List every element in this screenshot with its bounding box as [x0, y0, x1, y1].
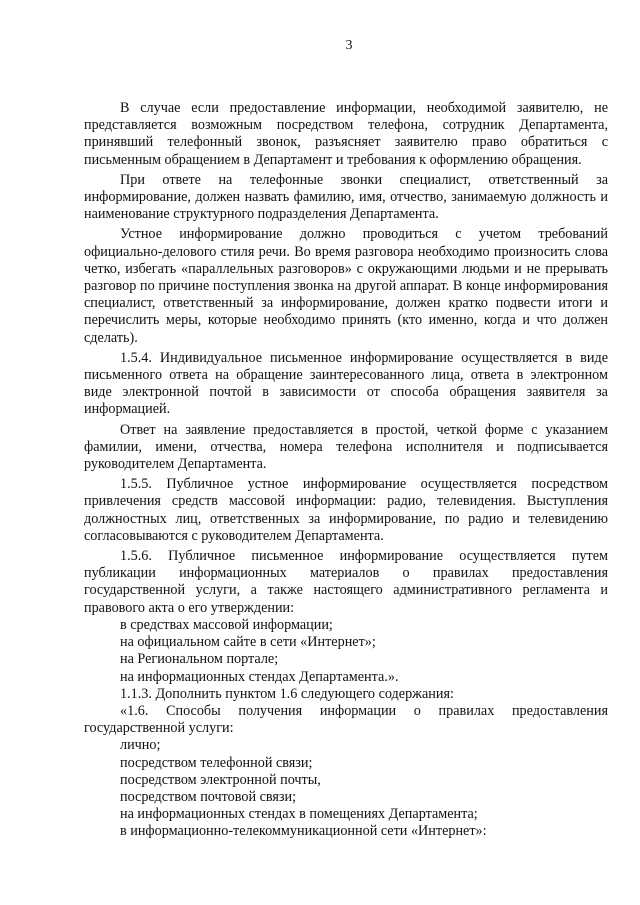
list-item: лично;: [120, 737, 161, 754]
paragraph-oral-informing: Устное информирование должно проводиться с учетом требований официально-делового стиля речи. Во время разговора необходимо произносить слова четко, избегать «параллельных разговоров» с окружающими людьми и не прерывать разговор по причине поступления звонка на другой аппарат. В конце информирования специалист, ответственный за информирование, должен кратко подвести итоги и перечислить меры, которые необходимо принять (кто именно, когда и что должен сделать).: [84, 226, 608, 346]
paragraph-1-5-4: 1.5.4. Индивидуальное письменное информирование осуществляется в виде письменного ответа на обращение заинтересованного лица, ответа в электронном виде электронной почтой в зависимости от способа обращения заявителя за информацией.: [84, 349, 608, 418]
list-item: на официальном сайте в сети «Интернет»;: [120, 634, 376, 651]
list-item: в средствах массовой информации;: [120, 616, 333, 633]
paragraph-phone-unavailable: В случае если предоставление информации, необходимой заявителю, не представляется возможным посредством телефона, сотрудник Департамента, принявший телефонный звонок, разъясняет заявителю право обратиться с письменным обращением в Департамент и требования к оформлению обращения.: [84, 100, 608, 168]
list-item: на Региональном портале;: [120, 651, 279, 668]
list-item: посредством почтовой связи;: [120, 788, 297, 805]
list-item: на информационных стендах Департамента.».: [120, 668, 399, 685]
paragraph-phone-answer: При ответе на телефонные звонки специалист, ответственный за информирование, должен назвать фамилию, имя, отчество, занимаемую должность и наименование структурного подразделения Департамента.: [84, 171, 608, 223]
document-body: [84, 100, 608, 841]
paragraph-1-5-5: 1.5.5. Публичное устное информирование осуществляется посредством привлечения средств массовой информации: радио, телевидения. Выступления должностных лиц, ответственных за информирование, по радио и телевидению согласовываются с руководителем Департамента.: [84, 476, 608, 544]
paragraph-amendment-1-1-3: 1.1.3. Дополнить пунктом 1.6 следующего содержания:: [120, 685, 454, 702]
paragraph-section-1-6: «1.6. Способы получения информации о правилах предоставления государственной услуги:: [84, 702, 608, 737]
paragraph-answer-form: Ответ на заявление предоставляется в простой, четкой форме с указанием фамилии, имени, отчества, номера телефона исполнителя и подписывается руководителем Департамента.: [84, 421, 608, 473]
list-item: посредством электронной почты,: [120, 771, 321, 788]
list-item: посредством телефонной связи;: [120, 754, 313, 771]
page-number: 3: [345, 38, 353, 53]
list-item: на информационных стендах в помещениях Департамента;: [120, 806, 478, 823]
paragraph-1-5-6: 1.5.6. Публичное письменное информирование осуществляется путем публикации информационных материалов о правилах предоставления государственной услуги, а также настоящего административного регламента и правового акта о его утверждении:: [84, 548, 608, 616]
list-item: в информационно-телекоммуникационной сети «Интернет»:: [120, 823, 487, 840]
